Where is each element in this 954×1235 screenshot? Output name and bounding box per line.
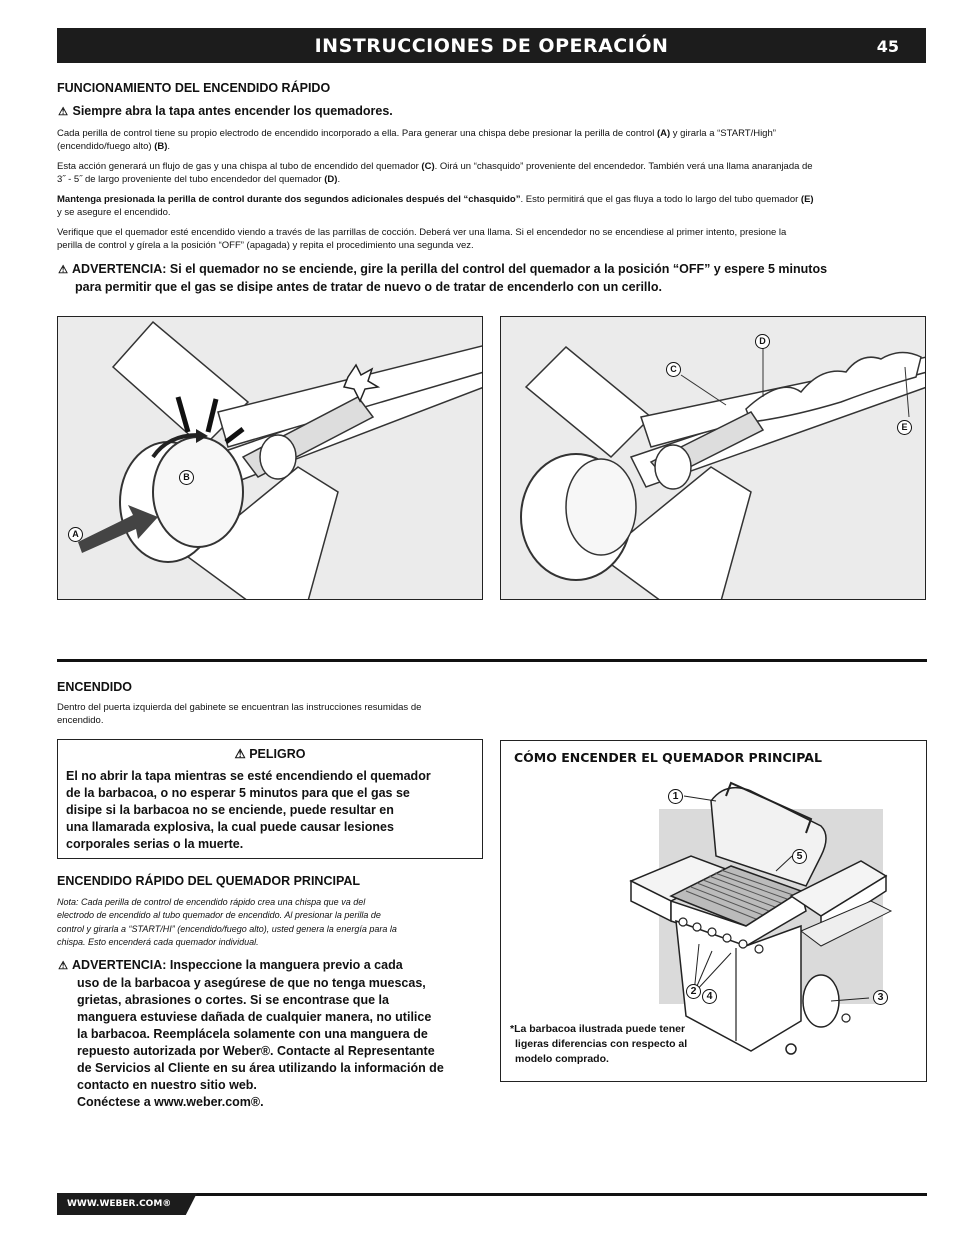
p2-text-2: . Oirá un “chasquido” proveniente del encendedor. También verá una llama anaranjada de: [434, 161, 813, 172]
warning-2-line: repuesto autorizada por Weber®. Contacte al Representante: [77, 1044, 435, 1058]
footer-url[interactable]: WWW.WEBER.COM®: [67, 1199, 172, 1209]
p1-text-2: y girarla a “START/High”: [670, 128, 776, 139]
encendido-line-1: Dentro del puerta izquierda del gabinete se encuentran las instrucciones resumidas de: [57, 702, 422, 713]
caption-line: modelo comprado.: [515, 1053, 609, 1065]
burner-flame-illustration: [501, 317, 926, 600]
page-title: INSTRUCCIONES DE OPERACIÓN: [314, 35, 669, 57]
section-heading-main-burner: ENCENDIDO RÁPIDO DEL QUEMADOR PRINCIPAL: [57, 874, 361, 888]
grill-figure-title: CÓMO ENCENDER EL QUEMADOR PRINCIPAL: [514, 750, 822, 765]
caution-text: Siempre abra la tapa antes encender los quemadores.: [72, 104, 393, 118]
warning-block-1: [57, 261, 927, 296]
paragraph-1: [57, 127, 927, 153]
warning-triangle-icon: ⚠: [58, 960, 68, 972]
danger-line: disipe si la barbacoa no se enciende, puede resultar en: [66, 803, 394, 817]
danger-line: una llamarada explosiva, la cual puede causar lesiones: [66, 820, 394, 834]
figure-knob-press: [57, 316, 483, 600]
warning-1-line-2: para permitir que el gas se disipe antes de tratar de nuevo o de tratar de encenderlo con un cerillo.: [75, 280, 662, 294]
p1-text: Cada perilla de control tiene su propio electrodo de encendido incorporado a ella. Para generar una chispa debe presionar la perilla de control: [57, 128, 657, 139]
warning-2-line: de Servicios al Cliente en su área utilizando la información de: [77, 1061, 444, 1075]
caption-line: *La barbacoa ilustrada puede tener: [510, 1023, 686, 1035]
warning-triangle-icon: ⚠: [58, 264, 68, 276]
section-divider: [57, 659, 927, 662]
danger-line: de la barbacoa, o no esperar 5 minutos para que el gas se: [66, 786, 410, 800]
danger-line: El no abrir la tapa mientras se esté encendiendo el quemador: [66, 769, 431, 783]
warning-1-line-1: ADVERTENCIA: Si el quemador no se enciende, gire la perilla del control del quemador a la posición “OFF” y espere 5 minutos: [72, 262, 828, 276]
grill-caption: [510, 1022, 687, 1067]
paragraph-2: [57, 160, 927, 186]
number-circle-3: 3: [873, 990, 888, 1005]
warning-2-line: contacto en nuestro sitio web.: [77, 1078, 257, 1092]
p3-text: . Esto permitirá que el gas fluya a todo lo largo del tubo quemador: [520, 194, 801, 205]
paragraph-4: [57, 226, 927, 252]
p1-text-3: (encendido/fuego alto): [57, 141, 155, 152]
warning-2-line: Conéctese a www.weber.com®.: [77, 1095, 264, 1109]
callout-c: C: [666, 362, 681, 377]
warning-block-2: [57, 957, 487, 1111]
danger-box: [57, 739, 483, 859]
p1-ref-b: (B): [154, 141, 168, 152]
p2-ref-d: (D): [324, 174, 338, 185]
callout-d: D: [755, 334, 770, 349]
p3-text-2: y se asegure el encendido.: [57, 207, 171, 218]
p1-text-4: .: [167, 141, 171, 152]
note-line: control y girarla a “START/HI” (encendido/fuego alto), usted genera la energía para la: [57, 923, 397, 934]
p4-line-2: perilla de control y gírela a la posición “OFF” (apagada) y repita el procedimiento una segunda vez.: [57, 240, 474, 251]
danger-title: [66, 746, 474, 761]
paragraph-3: [57, 193, 927, 219]
note-line: Nota: Cada perilla de control de encendido rápido crea una chispa que va del: [57, 897, 366, 907]
caution-line: [57, 103, 393, 121]
p4-line-1: Verifique que el quemador esté encendido viendo a través de las parrillas de cocción. Deberá ver una llama. Si el encendedor no se encendiese al primer intento, presione la: [57, 227, 787, 238]
note-line: chispa. Esto encenderá cada quemador individual.: [57, 936, 259, 947]
p2-text-3: 3˝ - 5˝ de largo proveniente del tubo encendedor del quemador: [57, 174, 325, 185]
callout-e: E: [897, 420, 912, 435]
p2-text-4: .: [337, 174, 341, 185]
section-heading-encendido: ENCENDIDO: [57, 680, 133, 694]
p3-ref-e: (E): [800, 194, 814, 205]
encendido-text: [57, 701, 487, 727]
callout-a: A: [68, 527, 83, 542]
p2-text: Esta acción generará un flujo de gas y una chispa al tubo de encendido del quemador: [57, 161, 422, 172]
warning-triangle-icon: ⚠: [234, 747, 246, 761]
warning-triangle-icon: ⚠: [58, 106, 68, 118]
number-circle-1: 1: [668, 789, 683, 804]
figure-burner-flame: [500, 316, 926, 600]
p1-ref-a: (A): [656, 128, 671, 139]
warning-2-line: manguera estuviese dañada de cualquier manera, no utilice: [77, 1010, 432, 1024]
warning-2-line: grietas, abrasiones o cortes. Si se encontrase que la: [77, 993, 389, 1007]
number-circle-2: 2: [686, 984, 701, 999]
page-number: 45: [876, 37, 899, 56]
encendido-line-2: encendido.: [57, 715, 104, 726]
warning-2-line: ADVERTENCIA: Inspeccione la manguera previo a cada: [72, 958, 403, 972]
grill-figure-box: [500, 740, 927, 1082]
warning-2-line: la barbacoa. Reemplácela solamente con una manguera de: [77, 1027, 428, 1041]
warning-2-line: uso de la barbacoa y asegúrese de que no tenga muescas,: [77, 976, 426, 990]
p3-bold-text: Mantenga presionada la perilla de control durante dos segundos adicionales después del “chasquido”: [57, 194, 521, 205]
caption-line: ligeras diferencias con respecto al: [515, 1038, 688, 1050]
knob-press-illustration: [58, 317, 483, 600]
p2-ref-c: (C): [421, 161, 435, 172]
main-burner-note: [57, 896, 487, 949]
danger-title-text: PELIGRO: [249, 747, 306, 761]
number-circle-5: 5: [792, 849, 807, 864]
page-header: [57, 28, 926, 63]
callout-b: B: [179, 470, 194, 485]
section-heading-quick-ignition: FUNCIONAMIENTO DEL ENCENDIDO RÁPIDO: [57, 81, 331, 95]
danger-line: corporales serias o la muerte.: [66, 837, 244, 851]
danger-text: [66, 768, 474, 853]
note-line: electrodo de encendido al tubo quemador de encendido. Al presionar la perilla de: [57, 910, 381, 921]
number-circle-4: 4: [702, 989, 717, 1004]
